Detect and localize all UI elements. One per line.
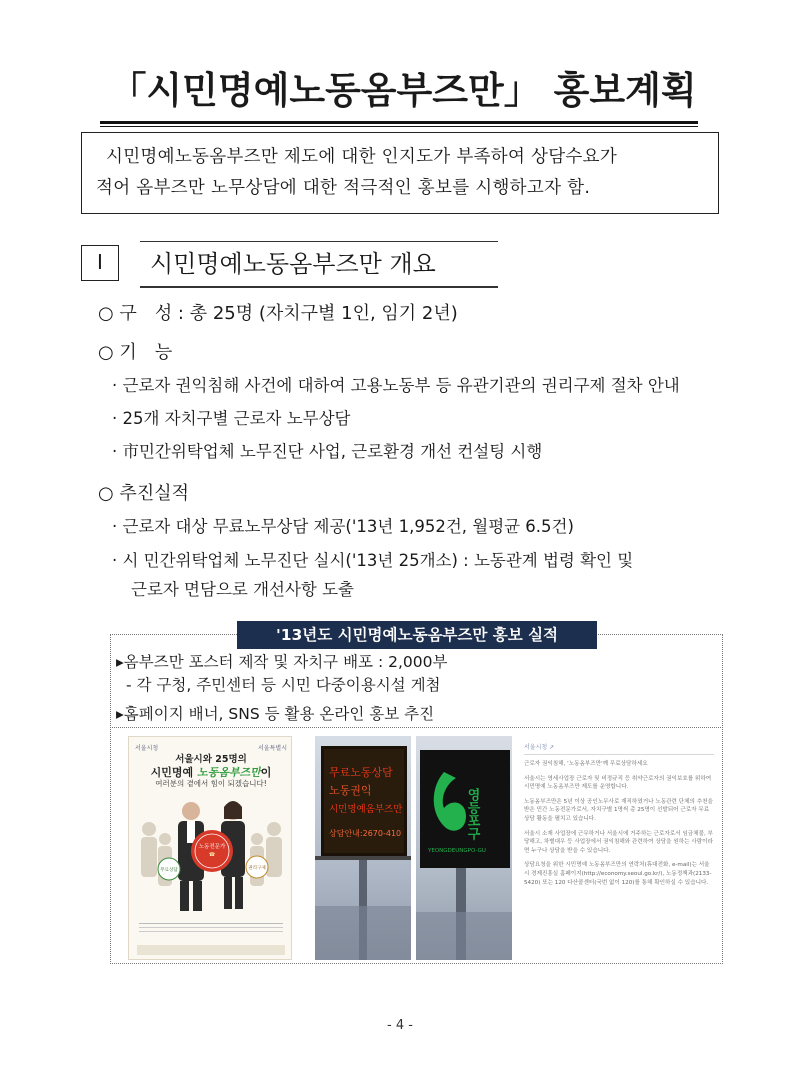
poster-logo-right: 서울특별시 bbox=[258, 745, 287, 752]
summary-line-1: 시민명예노동옴부즈만 제도에 대한 인지도가 부족하여 상담수요가 bbox=[106, 147, 618, 167]
function-item: · 25개 자치구별 근로자 노무상담 bbox=[112, 409, 351, 428]
district-sign-photo bbox=[416, 736, 512, 960]
title-rule bbox=[100, 121, 698, 124]
promo-panel-header: '13년도 시민명예노동옴부즈만 홍보 실적 bbox=[237, 621, 597, 649]
website-paragraph: 근로자 권익침해, '노동옴부즈만'께 무료상담하세요 bbox=[524, 761, 648, 767]
website-body bbox=[524, 760, 714, 893]
function-item: · 市민간위탁업체 노무진단 사업, 근로환경 개선 컨설팅 시행 bbox=[112, 442, 543, 461]
promo-item: ▸옴부즈만 포스터 제작 및 자치구 배포 : 2,000부 bbox=[116, 653, 448, 671]
section-rule-top bbox=[140, 241, 498, 242]
summary-box bbox=[81, 132, 719, 214]
poster-logo-left: 서울시청 bbox=[135, 745, 159, 752]
district-sign-name: 영등포구 bbox=[464, 788, 480, 840]
poster-badge-center: 노동전문가 bbox=[198, 844, 226, 850]
section-rule-bottom bbox=[140, 286, 498, 288]
achievement-label: ○ 추진실적 bbox=[98, 483, 189, 504]
poster-illustration bbox=[129, 789, 292, 919]
poster-fineprint bbox=[139, 923, 283, 935]
svg-text:☎: ☎ bbox=[208, 852, 216, 858]
led-sign-line-2: 노동권익 bbox=[329, 784, 372, 797]
district-sign-roman: YEONGDEUNGPO-GU bbox=[428, 848, 486, 854]
summary-line-2: 적어 옴부즈만 노무상담에 대한 적극적인 홍보를 시행하고자 함. bbox=[96, 178, 591, 198]
page-title: 「시민명예노동옴부즈만」 홍보계획 bbox=[109, 69, 697, 112]
website-paragraph: 서울시 소재 사업장에 근무하거나 서울시에 거주하는 근로자로서 임금체불, 부당해고, 차별대우 등 사업장에서 권익침해와 관련하여 상담을 원하는 사람이라면 누구나 상담을 받을 수 있습니다. bbox=[524, 830, 713, 854]
led-sign-line-1: 무료노동상담 bbox=[329, 766, 393, 779]
achievement-item-continued: 근로자 면담으로 개선사항 도출 bbox=[131, 580, 354, 599]
website-header: 서울시청 ↗ bbox=[524, 744, 555, 751]
poster-headline-1: 서울시와 25명의 bbox=[175, 754, 247, 765]
page-number: - 4 - bbox=[387, 1018, 413, 1033]
led-sign-phone: 상담안내:2670-410 bbox=[329, 829, 402, 838]
poster-footer-bar bbox=[137, 945, 285, 955]
led-sign-photo bbox=[315, 736, 411, 960]
promo-subitem: - 각 구청, 주민센터 등 시민 다중이용시설 게첨 bbox=[126, 676, 441, 694]
website-paragraph: 노동옴부즈만은 5년 이상 공인노무사로 재직하였거나 노동관련 단체의 추천을 받은 민간 노동전문가로서, 자치구별 1명씩 총 25명이 선발되어 근로자 무료상담 활동을 펼치고 있습니다. bbox=[524, 798, 713, 822]
promo-item: ▸홈페이지 배너, SNS 등 활용 온라인 홍보 추진 bbox=[116, 705, 435, 723]
achievement-item: · 시 민간위탁업체 노무진단 실시('13년 25개소) : 노동관계 법령 확인 및 bbox=[112, 551, 634, 570]
promo-panel-divider bbox=[110, 727, 723, 728]
section-number: Ⅰ bbox=[81, 245, 119, 281]
website-paragraph: 서울시는 영세사업장 근로자 및 비정규직 등 취약근로자의 권익보호를 위하여 시민명예 노동옴부즈만 제도를 운영합니다. bbox=[524, 775, 712, 791]
led-sign-line-3: 시민명예옴부즈만 bbox=[329, 804, 403, 815]
poster-badge-left: 무료상담 bbox=[160, 868, 178, 873]
poster-headline-2: 시민명예 노동옴부즈만이 bbox=[150, 766, 272, 779]
function-item: · 근로자 권익침해 사건에 대하여 고용노동부 등 유관기관의 권리구제 절차 안내 bbox=[112, 376, 680, 395]
poster-tagline: 여러분의 곁에서 힘이 되겠습니다! bbox=[155, 779, 267, 788]
title-rule-thin bbox=[100, 126, 698, 127]
achievement-item: · 근로자 대상 무료노무상담 제공('13년 1,952건, 월평균 6.5건) bbox=[112, 517, 574, 536]
function-label: ○ 기 능 bbox=[98, 342, 173, 363]
website-paragraph: 상담요청을 위한 시민명예 노동옴부즈만의 연락처(휴대전화, e-mail)는 서울시 경제진흥실 홈페이지(http://economy.seoul.go.kr/), 노동정책과(2133-5420) 또는 120 다산콜센터(국번 없이 120)를 통해 확인하실 수 있습니다. bbox=[524, 862, 712, 886]
ombudsman-poster-image bbox=[128, 736, 292, 960]
section-title: 시민명예노동옴부즈만 개요 bbox=[150, 250, 436, 278]
composition-item: ○ 구 성 : 총 25명 (자치구별 1인, 임기 2년) bbox=[98, 303, 458, 324]
poster-badge-right: 권리구제 bbox=[248, 866, 266, 871]
website-notice-capture bbox=[520, 736, 718, 960]
